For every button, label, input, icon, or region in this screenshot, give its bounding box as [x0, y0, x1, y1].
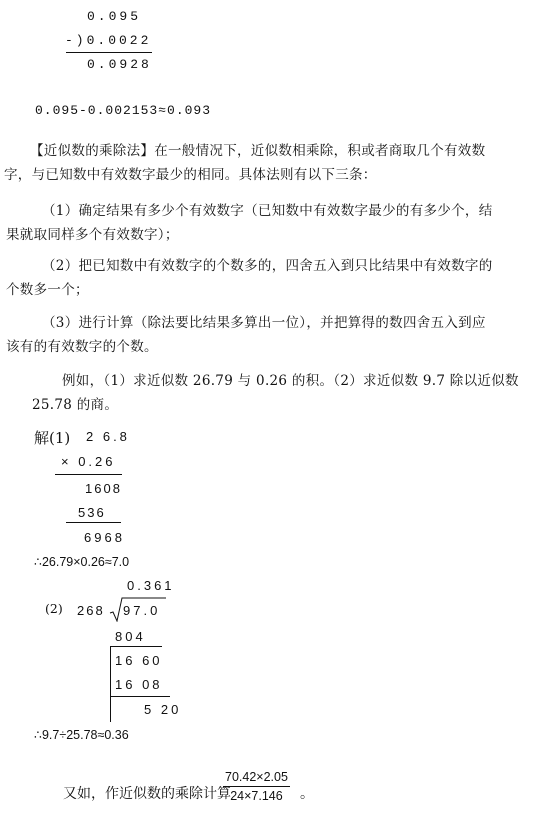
rule-3-paragraph	[6, 311, 539, 359]
multiplication-conclusion: ∴26.79×0.26≈7.0	[34, 555, 130, 569]
remainder-2: 5 20	[144, 702, 182, 717]
example-paragraph	[32, 369, 539, 417]
paragraph-line: （3）进行计算（除法要比结果多算出一位），并把算得的数四舍五入到应	[42, 315, 486, 331]
paragraph-line: 个数多一个；	[6, 282, 89, 298]
quotient: 0.361	[127, 578, 175, 593]
final-text: 又如，作近似数的乘除计算	[63, 786, 231, 802]
paragraph-line: 例如，（1）求近似数 26.79 与 0.26 的积。（2）求近似数 9.7 除以近似数	[62, 373, 519, 389]
paragraph-line: 25.78 的商。	[32, 397, 119, 413]
fraction-numerator: 70.42×2.05	[223, 770, 290, 787]
division-conclusion: ∴9.7÷25.78≈0.36	[34, 728, 129, 742]
fraction-denominator: 24×7.146	[230, 789, 283, 803]
rule-1-paragraph	[6, 199, 539, 247]
minuend: 0.095	[87, 9, 142, 24]
partial-sum-rule	[66, 522, 121, 523]
paragraph-line: 该有的有效数字的个数。	[6, 339, 158, 355]
division-label: (2)	[45, 601, 63, 616]
solution-label: 解(1)	[34, 429, 71, 447]
division-rule-2	[110, 696, 170, 697]
paragraph-line: 字，与已知数中有效数字最少的相同。具体法则有以下三条：	[4, 167, 377, 183]
remainder-1: 16 60	[115, 653, 163, 668]
subtraction-rule	[66, 52, 152, 53]
division-side-rule	[110, 646, 111, 722]
subtrahend: -)0.0022	[65, 33, 152, 48]
paragraph-line: （2）把已知数中有效数字的个数多的，四舍五入到只比结果中有效数字的	[42, 258, 493, 274]
partial-product-1: 1608	[85, 481, 122, 496]
division-step-1: 804	[115, 629, 146, 644]
multiplier: × 0.26	[61, 454, 116, 469]
product-result: 6968	[84, 530, 125, 545]
rule-intro-paragraph	[4, 139, 536, 187]
division-rule-1	[110, 646, 162, 647]
paragraph-line: （1）确定结果有多少个有效数字（已知数中有效数字最少的有多少个，结	[42, 203, 493, 219]
divisor: 268	[77, 603, 105, 618]
fraction	[223, 770, 290, 803]
final-period: 。	[300, 786, 314, 802]
partial-product-2: 536	[78, 505, 106, 520]
paragraph-line: 【近似数的乘除法】在一般情况下，近似数相乘除，积或者商取几个有效数	[30, 143, 486, 159]
subtraction-result: 0.0928	[87, 57, 152, 72]
subtraction-result-line: 0.095-0.002153≈0.093	[35, 103, 212, 118]
paragraph-line: 果就取同样多个有效数字）；	[6, 227, 179, 243]
rule-2-paragraph	[6, 254, 539, 302]
division-step-2: 16 08	[115, 677, 163, 692]
dividend: 97.0	[123, 603, 161, 618]
multiplication-rule	[55, 474, 122, 475]
multiplicand: 2 6.8	[86, 429, 130, 444]
